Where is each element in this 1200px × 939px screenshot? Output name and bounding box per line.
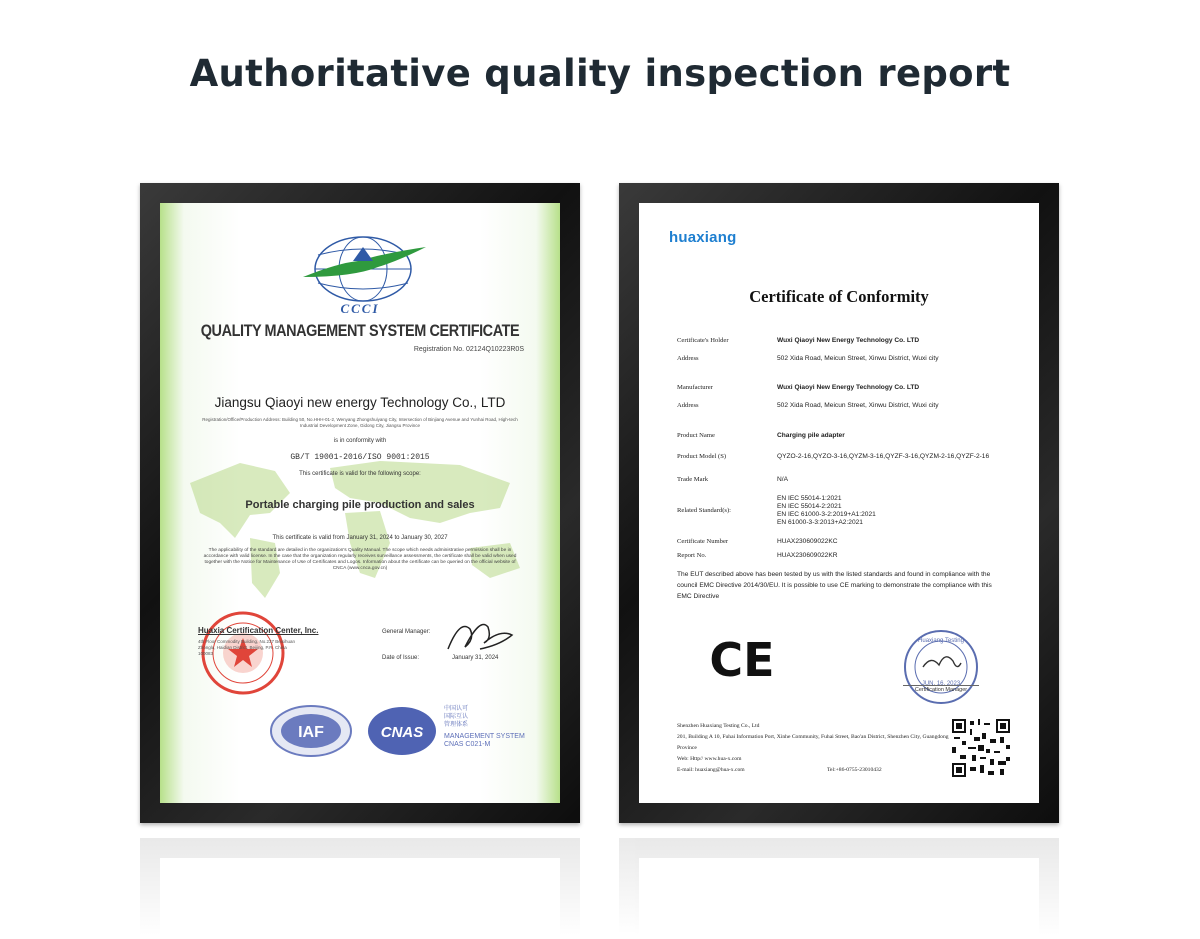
qms-certificate	[160, 203, 560, 803]
svg-text:CE: CE	[709, 633, 775, 683]
row-label: Address	[677, 402, 699, 409]
certificate-frame-coc	[619, 183, 1059, 823]
ccci-globe-logo	[298, 233, 428, 303]
frame-reflection-left	[140, 838, 580, 939]
date-of-issue: January 31, 2024	[452, 655, 499, 661]
standard-number: GB/T 19001-2016/ISO 9001:2015	[290, 453, 430, 462]
row-label: Certificate Number	[677, 538, 729, 545]
registration-number: Registration No. 02124Q10223R0S	[413, 346, 524, 353]
issuer-footer	[677, 721, 957, 776]
cnas-chinese-text: 中国认可 国际互认 管理体系	[444, 706, 469, 728]
huaxiang-logo: huaxiang	[669, 229, 737, 246]
footer-contact	[677, 765, 957, 776]
certified-company: Jiangsu Qiaoyi new energy Technology Co., LTD	[214, 395, 506, 410]
issuer-address: 4th Floor Commodity Building, No.237 Beisihuan Zhonglu, Haidian District, Beijing, P.R. China 100083	[198, 639, 296, 656]
issuer-name: Huaxia Certification Center, Inc.	[198, 626, 319, 635]
signature	[440, 609, 520, 659]
row-label: Trade Mark	[677, 476, 709, 483]
conformity-certificate	[639, 203, 1039, 803]
svg-text:IAF: IAF	[298, 724, 324, 741]
row-value: 502 Xida Road, Meicun Street, Xinwu District, Wuxi city	[777, 355, 939, 362]
row-value: N/A	[777, 476, 788, 483]
certificate-title: QUALITY MANAGEMENT SYSTEM CERTIFICATE	[200, 321, 520, 340]
footer-tel: Tel:+86-0755-23010432	[827, 767, 882, 773]
frame-reflection-right	[619, 838, 1059, 939]
page-title: Authoritative quality inspection report	[189, 52, 1011, 95]
world-map-watermark	[180, 443, 540, 603]
svg-text:JUN. 16, 2023: JUN. 16, 2023	[921, 681, 961, 687]
compliance-statement: The EUT described above has been tested by us with the listed standards and found in compliance with the council EMC Directive 2014/30/EU. It is possible to use CE marking to demonstrate the compliance with this EMC Directive	[677, 571, 992, 600]
row-value: Wuxi Qiaoyi New Energy Technology Co. LTD	[777, 384, 920, 391]
footer-address: 201, Building A 10, Fuhai Information Port, Xinhe Community, Fuhai Street, Bao'an District, Shenzhen City, Guangdong Province	[677, 734, 949, 751]
row-label: Manufacturer	[677, 384, 713, 391]
scope-intro: This certificate is valid for the following scope:	[299, 471, 421, 477]
general-manager-label: General Manager:	[382, 629, 431, 635]
validity-period: This certificate is valid from January 31, 2024 to January 30, 2027	[272, 535, 448, 541]
row-value: HUAX230609022KC	[777, 538, 838, 545]
footer-email: E-mail: huaxiang@hua-x.com	[677, 767, 745, 773]
date-of-issue-label: Date of Issue:	[382, 655, 420, 661]
svg-text:Huaxiang Testing: Huaxiang Testing	[918, 638, 964, 644]
row-label: Related Standard(s):	[677, 507, 732, 514]
cnas-logo	[366, 703, 438, 758]
row-value: HUAX230609022KR	[777, 552, 838, 559]
row-value: QYZO-2-16,QYZO-3-16,QYZM-3-16,QYZF-3-16,QYZM-2-16,QYZF-2-16	[777, 453, 990, 460]
company-address: Registration/Office/Production Address: Building 50, No.HHH-01-2, Wenyang Zhongshuiyang City, Intersection of Binjiang Avenue and Yunhai Road, High-tech Industrial Development Zone, Gidong City, Jiangsu Province	[202, 417, 518, 428]
row-value: EN IEC 55014-1:2021 EN IEC 55014-2:2021 EN IEC 61000-3-2:2019+A1:2021 EN 61000-3-3:2013+A2:2021	[777, 495, 876, 526]
certification-manager-label: Certification Manager	[903, 685, 979, 693]
qr-code	[952, 719, 1010, 777]
row-label: Report No.	[677, 552, 707, 559]
ce-mark	[709, 633, 775, 683]
iaf-logo	[268, 703, 354, 758]
huaxiang-stamp	[901, 627, 981, 707]
certificate-notes: The applicability of the standard are detailed in the organization's Quality Manual. The scope which needs administrative permission shall be in accordance with valid license. In the case that the organization regularly receives surveillance assessments, the certificate shall be valid when used together with the Notice for Maintenance of Use of Certificates and Logos. Information about the certificate can be queried on the official website of CNCA (www.cnca.gov.cn)	[203, 548, 517, 571]
footer-web: Web: Http// www.hua-x.com	[677, 756, 742, 762]
row-value: 502 Xida Road, Meicun Street, Xinwu District, Wuxi city	[777, 402, 939, 409]
certificate-title: Certificate of Conformity	[749, 287, 929, 306]
footer-company: Shenzhen Huaxiang Testing Co., Ltd	[677, 723, 760, 729]
row-label: Address	[677, 355, 699, 362]
row-label: Certificate's Holder	[677, 337, 729, 344]
row-label: Product Model (S)	[677, 453, 727, 460]
ccci-logo-text: CCCI	[340, 301, 380, 316]
certified-scope: Portable charging pile production and sales	[245, 499, 475, 511]
row-value: Charging pile adapter	[777, 432, 845, 439]
certificate-frame-qms	[140, 183, 580, 823]
row-label: Product Name	[677, 432, 715, 439]
row-value: Wuxi Qiaoyi New Energy Technology Co. LTD	[777, 337, 920, 344]
cnas-english-text: MANAGEMENT SYSTEM CNAS C021-M	[444, 733, 525, 748]
conformity-text: is in conformity with	[333, 438, 387, 444]
svg-text:CNAS: CNAS	[380, 724, 424, 741]
